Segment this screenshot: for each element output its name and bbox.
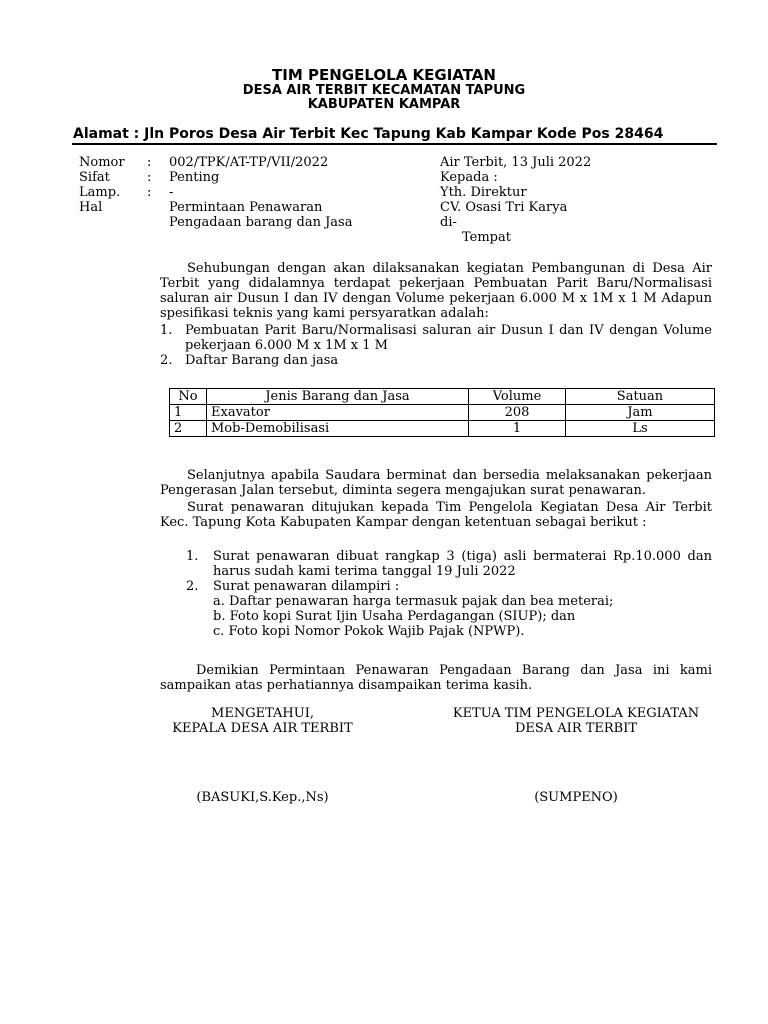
sub-list <box>186 594 712 639</box>
table-header: No <box>170 389 207 405</box>
meta-row-hal-cont <box>79 215 352 230</box>
recipient-line: di- <box>440 215 457 230</box>
meta-colon: : <box>147 170 152 185</box>
signature-title: DESA AIR TERBIT <box>514 721 638 736</box>
recipient-kepada: Kepada : <box>440 170 498 185</box>
signatory-right-name: (SUMPENO) <box>534 790 618 805</box>
signature-left <box>150 706 375 736</box>
meta-value: 002/TPK/AT-TP/VII/2022 <box>169 155 329 170</box>
table-header: Satuan <box>566 389 715 405</box>
meta-value: Permintaan Penawaran <box>169 200 323 215</box>
table-cell: Mob-Demobilisasi <box>207 421 469 437</box>
table-cell: 1 <box>469 421 566 437</box>
meta-value: - <box>169 185 174 200</box>
list-number: 1. <box>160 323 173 338</box>
list-item <box>160 353 712 368</box>
signatory-left-name: (BASUKI,S.Kep.,Ns) <box>196 790 329 805</box>
meta-row-hal <box>79 200 352 215</box>
conditions-list <box>186 549 712 639</box>
list-text: Surat penawaran dibuat rangkap 3 (tiga) asli bermaterai Rp.10.000 dan harus sudah kami terima tanggal 19 Juli 2022 <box>213 549 712 579</box>
sub-list-item: b. Foto kopi Surat Ijin Usaha Perdagangan (SIUP); dan <box>213 609 576 624</box>
signature-title: MENGETAHUI, <box>211 706 314 721</box>
recipient-line: CV. Osasi Tri Karya <box>440 200 568 215</box>
items-table <box>169 388 715 437</box>
letterhead-village: DESA AIR TERBIT KECAMATAN TAPUNG <box>242 83 526 98</box>
meta-value: Penting <box>169 170 220 185</box>
table-header: Jenis Barang dan Jasa <box>207 389 469 405</box>
recipient-line: Yth. Direktur <box>440 185 527 200</box>
table-row <box>170 405 715 421</box>
table-cell: 208 <box>469 405 566 421</box>
spec-list <box>160 323 712 368</box>
table-cell: 2 <box>170 421 207 437</box>
recipient-block <box>440 155 591 245</box>
meta-label: Sifat <box>79 170 110 185</box>
table-cell: Ls <box>566 421 715 437</box>
table-header: Volume <box>469 389 566 405</box>
meta-row-lamp <box>79 185 352 200</box>
list-number: 1. <box>186 549 199 564</box>
meta-row-sifat <box>79 170 352 185</box>
recipient-line: Tempat <box>462 230 511 245</box>
meta-colon: : <box>147 155 152 170</box>
letterhead-divider <box>72 143 717 145</box>
sub-list-item: a. Daftar penawaran harga termasuk pajak dan bea meterai; <box>213 594 614 609</box>
signature-title: KEPALA DESA AIR TERBIT <box>172 721 353 736</box>
table-header-row <box>170 389 715 405</box>
place-date: Air Terbit, 13 Juli 2022 <box>440 155 592 170</box>
letterhead-regency: KABUPATEN KAMPAR <box>307 97 461 112</box>
table-cell: 1 <box>170 405 207 421</box>
list-item <box>160 323 712 353</box>
letter-meta <box>79 155 352 230</box>
paragraph-closing: Demikian Permintaan Penawaran Pengadaan Barang dan Jasa ini kami sampaikan atas perhatiannya disampaikan terima kasih. <box>160 663 712 693</box>
list-number: 2. <box>186 579 199 594</box>
letterhead-address: Alamat : Jln Poros Desa Air Terbit Kec Tapung Kab Kampar Kode Pos 28464 <box>73 126 664 142</box>
list-text: Surat penawaran dilampiri : <box>213 579 400 594</box>
paragraph-intro: Sehubungan dengan akan dilaksanakan kegiatan Pembangunan di Desa Air Terbit yang didalamnya terdapat pekerjaan Pembuatan Parit Baru/Normalisasi saluran air Dusun I dan IV dengan Volume pekerjaan 6.000 M x 1M x 1 M Adapun spesifikasi teknis yang kami persyaratkan adalah: <box>160 261 712 321</box>
meta-label: Hal <box>79 200 103 215</box>
list-text: Daftar Barang dan jasa <box>185 353 339 368</box>
table-cell: Jam <box>566 405 715 421</box>
paragraph-terms: Surat penawaran ditujukan kepada Tim Pengelola Kegiatan Desa Air Terbit Kec. Tapung Kota Kabupaten Kampar dengan ketentuan sebagai berikut : <box>160 500 712 530</box>
list-item <box>186 549 712 579</box>
paragraph-invitation: Selanjutnya apabila Saudara berminat dan bersedia melaksanakan pekerjaan Pengerasan Jalan tersebut, diminta segera mengajukan surat penawaran. <box>160 468 712 498</box>
meta-value: Pengadaan barang dan Jasa <box>169 215 353 230</box>
sub-list-item: c. Foto kopi Nomor Pokok Wajib Pajak (NPWP). <box>213 624 525 639</box>
letterhead-title: TIM PENGELOLA KEGIATAN <box>272 66 496 84</box>
meta-label: Lamp. <box>79 185 121 200</box>
list-number: 2. <box>160 353 173 368</box>
signature-title: KETUA TIM PENGELOLA KEGIATAN <box>452 706 700 721</box>
list-text: Pembuatan Parit Baru/Normalisasi saluran air Dusun I dan IV dengan Volume pekerjaan 6.000 M x 1M x 1 M <box>185 323 712 353</box>
meta-colon: : <box>147 185 152 200</box>
table-row <box>170 421 715 437</box>
table-cell: Exavator <box>207 405 469 421</box>
list-item <box>186 579 712 594</box>
meta-row-nomor <box>79 155 352 170</box>
signature-right <box>440 706 712 736</box>
meta-label: Nomor <box>79 155 125 170</box>
